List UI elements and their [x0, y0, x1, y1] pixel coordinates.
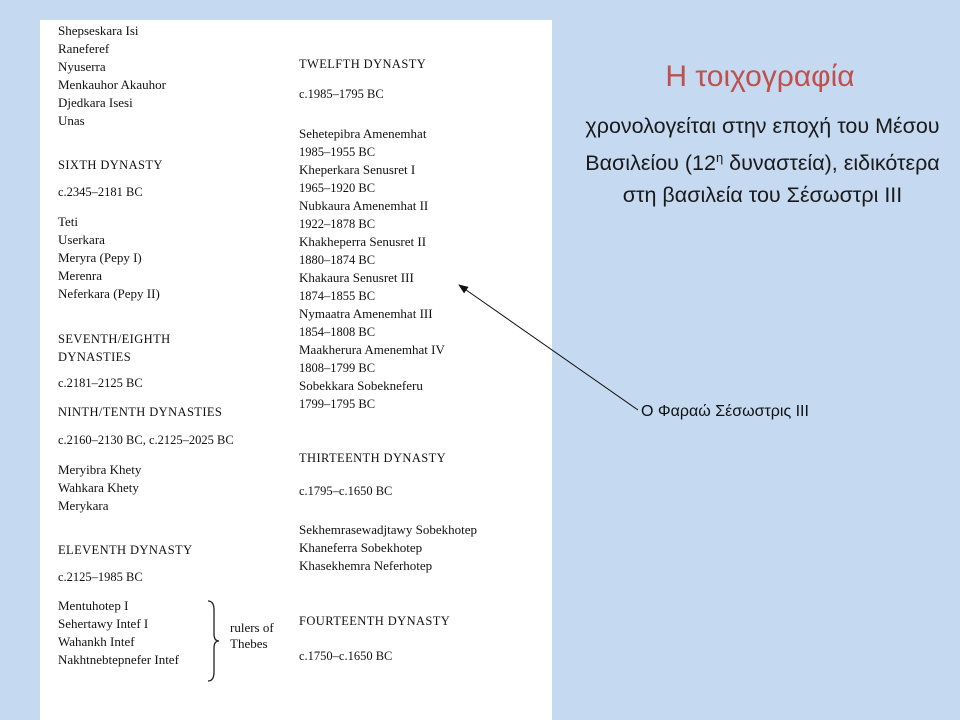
- right-date-line: 1874–1855 BC: [299, 289, 376, 303]
- rulers-note-line-1: rulers of: [230, 620, 274, 635]
- right-date-line: 1854–1808 BC: [299, 325, 376, 339]
- left-head-line: SEVENTH/EIGHTH: [58, 332, 171, 346]
- right-name-line: Khaneferra Sobekhotep: [299, 540, 423, 555]
- arrow-caption: Ο Φαραώ Σέσωστρις ΙΙΙ: [641, 403, 809, 420]
- left-name-line: Userkara: [58, 232, 105, 247]
- right-date-line: 1985–1955 BC: [299, 145, 376, 159]
- left-name-line: Neferkara (Pepy II): [58, 286, 160, 301]
- left-date-line: c.2160–2130 BC, c.2125–2025 BC: [58, 433, 234, 447]
- right-date-line: c.1985–1795 BC: [299, 87, 384, 101]
- left-name-line: Meryibra Khety: [58, 462, 142, 477]
- left-head-line: NINTH/TENTH DYNASTIES: [58, 405, 223, 419]
- right-name-line: Nubkaura Amenemhat II: [299, 198, 429, 213]
- left-head-line: SIXTH DYNASTY: [58, 158, 163, 172]
- right-head-line: TWELFTH DYNASTY: [299, 57, 427, 71]
- left-head-line: DYNASTIES: [58, 350, 132, 364]
- right-date-line: 1799–1795 BC: [299, 397, 376, 411]
- arrow-line: [459, 285, 638, 410]
- description-text-end: δυναστεία), ειδικότερα στη βασιλεία του Σέσωστρι ΙΙΙ: [622, 151, 940, 208]
- rulers-note-line-2: Thebes: [230, 636, 268, 651]
- left-name-line: Merykara: [58, 498, 109, 513]
- right-date-line: 1880–1874 BC: [299, 253, 376, 267]
- description-text-start: χρονολογείται στην εποχή του Μέσου Βασιλείου (12: [585, 114, 940, 176]
- side-title: Η τοιχογραφία: [665, 60, 855, 93]
- right-name-line: Khakheperra Senusret II: [299, 234, 427, 249]
- left-name-line: Merenra: [58, 268, 103, 283]
- left-date-line: c.2125–1985 BC: [58, 570, 143, 584]
- left-name-line: Meryra (Pepy I): [58, 250, 142, 265]
- right-name-line: Maakherura Amenemhat IV: [299, 342, 445, 357]
- right-name-line: Sobekkara Sobekneferu: [299, 378, 423, 393]
- right-name-line: Khakaura Senusret III: [299, 270, 414, 285]
- left-name-line: Sehertawy Intef I: [58, 616, 149, 631]
- left-name-line: Nyuserra: [58, 59, 106, 74]
- left-name-line: Teti: [58, 214, 79, 229]
- left-name-line: Nakhtnebtepnefer Intef: [58, 652, 179, 667]
- left-name-line: Wahankh Intef: [58, 634, 135, 649]
- left-name-line: Menkauhor Akauhor: [58, 77, 166, 92]
- ordinal-superscript: η: [715, 150, 724, 165]
- left-head-line: ELEVENTH DYNASTY: [58, 543, 193, 557]
- right-date-line: 1965–1920 BC: [299, 181, 376, 195]
- left-name-line: Djedkara Isesi: [58, 95, 133, 110]
- left-name-line: Raneferef: [58, 41, 110, 56]
- right-name-line: Khasekhemra Neferhotep: [299, 558, 433, 573]
- right-date-line: c.1795–c.1650 BC: [299, 484, 393, 498]
- right-date-line: c.1750–c.1650 BC: [299, 649, 393, 663]
- right-head-line: FOURTEENTH DYNASTY: [299, 614, 451, 628]
- right-name-line: Sehetepibra Amenemhat: [299, 126, 427, 141]
- left-name-line: Wahkara Khety: [58, 480, 139, 495]
- left-name-line: Shepseskara Isi: [58, 23, 139, 38]
- left-date-line: c.2345–2181 BC: [58, 185, 143, 199]
- right-name-line: Kheperkara Senusret I: [299, 162, 416, 177]
- right-name-line: Nymaatra Amenemhat III: [299, 306, 433, 321]
- right-date-line: 1922–1878 BC: [299, 217, 376, 231]
- left-date-line: c.2181–2125 BC: [58, 376, 143, 390]
- right-date-line: 1808–1799 BC: [299, 361, 376, 375]
- left-name-line: Mentuhotep I: [58, 598, 129, 613]
- right-name-line: Sekhemrasewadjtawy Sobekhotep: [299, 522, 477, 537]
- right-head-line: THIRTEENTH DYNASTY: [299, 451, 447, 465]
- left-name-line: Unas: [58, 113, 85, 128]
